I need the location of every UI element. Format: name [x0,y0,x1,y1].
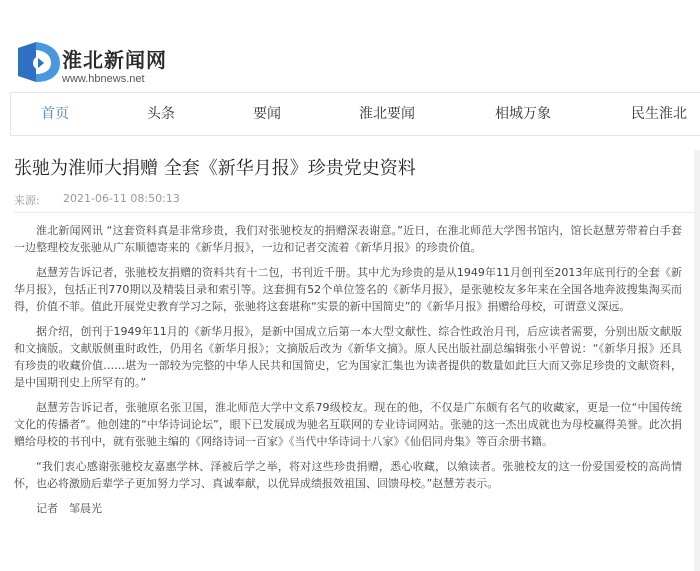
article-title: 张驰为淮师大捐赠 全套《新华月报》珍贵党史资料 [14,158,416,179]
article-meta [14,192,180,208]
nav-item-headlines[interactable]: 头条 [147,106,175,122]
site-url: www.hbnews.net [62,73,145,85]
nav-item-xiangcheng[interactable]: 相城万象 [495,106,551,122]
article-paragraph: “我们衷心感谢张驰校友嘉惠学林、泽被后学之举，将对这些珍贵捐赠，悉心收藏，以飨读者。张驰校友的这一份爱国爱校的高尚情怀，也必将激励后辈学子更加努力学习、真诚奉献，以优异成绩报效祖国、回馈母校。”赵慧芳表示。 [14,460,682,490]
article-paragraph: 淮北新闻网讯 “这套资料真是非常珍贵，我们对张驰校友的捐赠深表谢意。”近日，在淮北师范大学图书馆内，馆长赵慧芳带着白手套一边整理校友张驰从广东顺德寄来的《新华月报》，一边和记者交流着《新华月报》的珍贵价值。 [14,224,682,254]
article-author: 记者 邹晨光 [36,502,102,515]
article-paragraph: 据介绍，创刊于1949年11月的《新华月报》，是新中国成立后第一本大型文献性、综合性政治月刊，后应读者需要，分别出版文献版和文摘版。文献版侧重时政性，仍用名《新华月报》；文摘版后改为《新华文摘》。原人民出版社副总编辑张小平曾说：“《新华月报》还具有珍贵的收藏价值……堪为一部较为完整的中华人民共和国简史，它为国家汇集也为读者提供的数量如此巨大而又弥足珍贵的文献资料，是中国期刊史上所罕有的。” [14,325,682,389]
title-divider [14,212,700,213]
nav-item-important-news[interactable]: 要闻 [253,106,281,122]
source-label: 来源: [14,194,40,207]
nav-item-home[interactable]: 首页 [41,106,69,122]
site-header [0,0,700,92]
site-name[interactable]: 淮北新闻网 [62,48,167,72]
main-nav [10,92,700,136]
publish-date: 2021-06-11 08:50:13 [63,192,180,205]
article-body [14,222,682,516]
article-paragraph: 赵慧芳告诉记者，张驰校友捐赠的资料共有十二包，书刊近千册。其中尤为珍贵的是从1949年11月创刊至2013年底刊行的全套《新华月报》，包括正刊770期以及精装目录和索引等。这套拥有52个单位签名的《新华月报》，是张驰校友多年来在全国各地奔波搜集淘买而得，价值不菲。值此开展党史教育学习之际，张驰将这套堪称“实景的新中国简史”的《新华月报》捐赠给母校，可谓意义深远。 [14,266,682,313]
nav-item-livelihood[interactable]: 民生淮北 [631,106,687,122]
page-side-edge [694,150,700,571]
site-logo-icon[interactable] [14,38,62,88]
article-paragraph: 赵慧芳告诉记者，张驰原名张卫国，淮北师范大学中文系79级校友。现在的他，不仅是广东颇有名气的收藏家，更是一位“中国传统文化的传播者”。他创建的“中华诗词论坛”，眼下已发展成为驰名互联网的专业诗词网站。张驰的这一杰出成就也为母校赢得美誉。此次捐赠给母校的书刊中，就有张驰主编的《网络诗词一百家》《当代中华诗词十八家》《仙侣同舟集》等百余册书籍。 [14,401,682,448]
nav-item-huaibei-news[interactable]: 淮北要闻 [359,106,415,122]
